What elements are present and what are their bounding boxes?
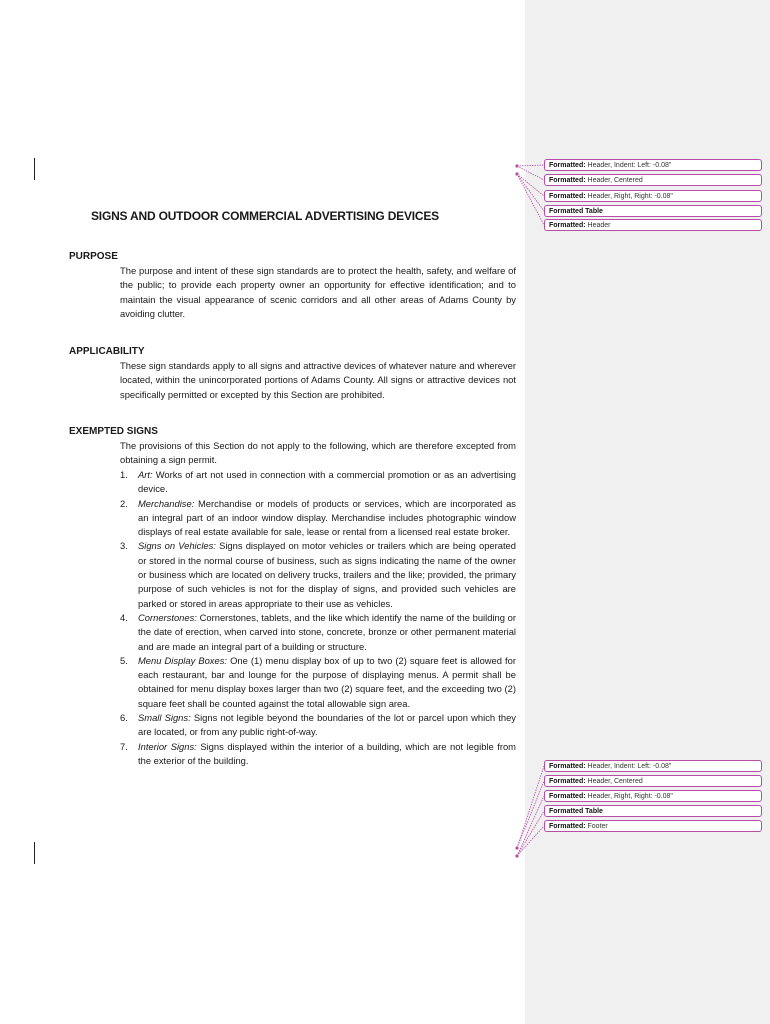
section-heading-purpose: PURPOSE: [69, 251, 118, 262]
list-item: 4. Cornerstones: Cornerstones, tablets, and the like which identify the name of the building or the date of erection, when carved into stone, concrete, bronze or other permanent material and are made an integral part of a building or structure.: [120, 611, 516, 652]
markup-pane: [525, 0, 770, 1024]
section-heading-exempted: EXEMPTED SIGNS: [69, 426, 158, 437]
applicability-paragraph: These sign standards apply to all signs and attractive devices of whatever nature and wherever located, within the unincorporated portions of Adams County. All signs or attractive devices not specifically permitted or excepted by this Section are prohibited.: [120, 360, 516, 400]
list-item: 6. Small Signs: Signs not legible beyond the boundaries of the lot or parcel upon which they are located, or from any public right-of-way.: [120, 712, 516, 738]
exempted-intro-paragraph: The provisions of this Section do not apply to the following, which are therefore excepted from obtaining a sign permit.: [120, 440, 516, 466]
formatting-balloon[interactable]: Formatted Table: [544, 805, 762, 817]
list-item: 1. Art: Works of art not used in connection with a commercial promotion or as an advertising device.: [120, 469, 516, 495]
formatting-balloon[interactable]: Formatted: Header, Indent: Left: -0.08": [544, 159, 762, 171]
formatting-balloon[interactable]: Formatted: Header, Indent: Left: -0.08": [544, 760, 762, 772]
document-title: SIGNS AND OUTDOOR COMMERCIAL ADVERTISING DEVICES: [91, 209, 439, 223]
list-item: 5. Menu Display Boxes: One (1) menu display box of up to two (2) square feet is allowed for each restaurant, bar and lounge for the purpose of displaying menus. A permit shall be obtained for menu display boxes larger than two (2) square feet, and the exceeding two (2) square feet shall be counted against the total allowable sign area.: [120, 654, 517, 709]
change-bar: [34, 158, 35, 180]
formatting-balloon[interactable]: Formatted Table: [544, 205, 762, 217]
formatting-balloon[interactable]: Formatted: Header, Centered: [544, 775, 762, 787]
section-heading-applicability: APPLICABILITY: [69, 346, 145, 357]
formatting-balloon[interactable]: Formatted: Footer: [544, 820, 762, 832]
list-item: 3. Signs on Vehicles: Signs displayed on motor vehicles or trailers which are being operated or stored in the normal course of business, such as signs indicating the name of the owner or business which are located on delivery trucks, trailers and the like; provided, the primary purpose of such vehicles is not for the display of signs, and provided such vehicles are parked or stored in areas appropriate to their use as vehicles.: [120, 540, 516, 609]
change-bar: [34, 842, 35, 864]
formatting-balloon[interactable]: Formatted: Header, Right, Right: -0.08": [544, 190, 762, 202]
formatting-balloon[interactable]: Formatted: Header, Right, Right: -0.08": [544, 790, 762, 802]
formatting-balloon[interactable]: Formatted: Header: [544, 219, 762, 231]
formatting-balloon[interactable]: Formatted: Header, Centered: [544, 174, 762, 186]
exempted-signs-list: [120, 468, 516, 768]
list-item: 7. Interior Signs: Signs displayed within the interior of a building, which are not legible from the exterior of the building.: [120, 740, 516, 766]
list-item: 2. Merchandise: Merchandise or models of products or services, which are incorporated as an integral part of an indoor window display. Merchandise includes photographic window displays of real estate available for sale, lease or rental from a licensed real estate broker.: [120, 497, 516, 538]
purpose-paragraph: The purpose and intent of these sign standards are to protect the health, safety, and welfare of the public; to provide each property owner an opportunity for effective identification; and to maintain the visual appearance of scenic corridors and all other areas of Adams County by avoiding clutter.: [120, 265, 516, 319]
